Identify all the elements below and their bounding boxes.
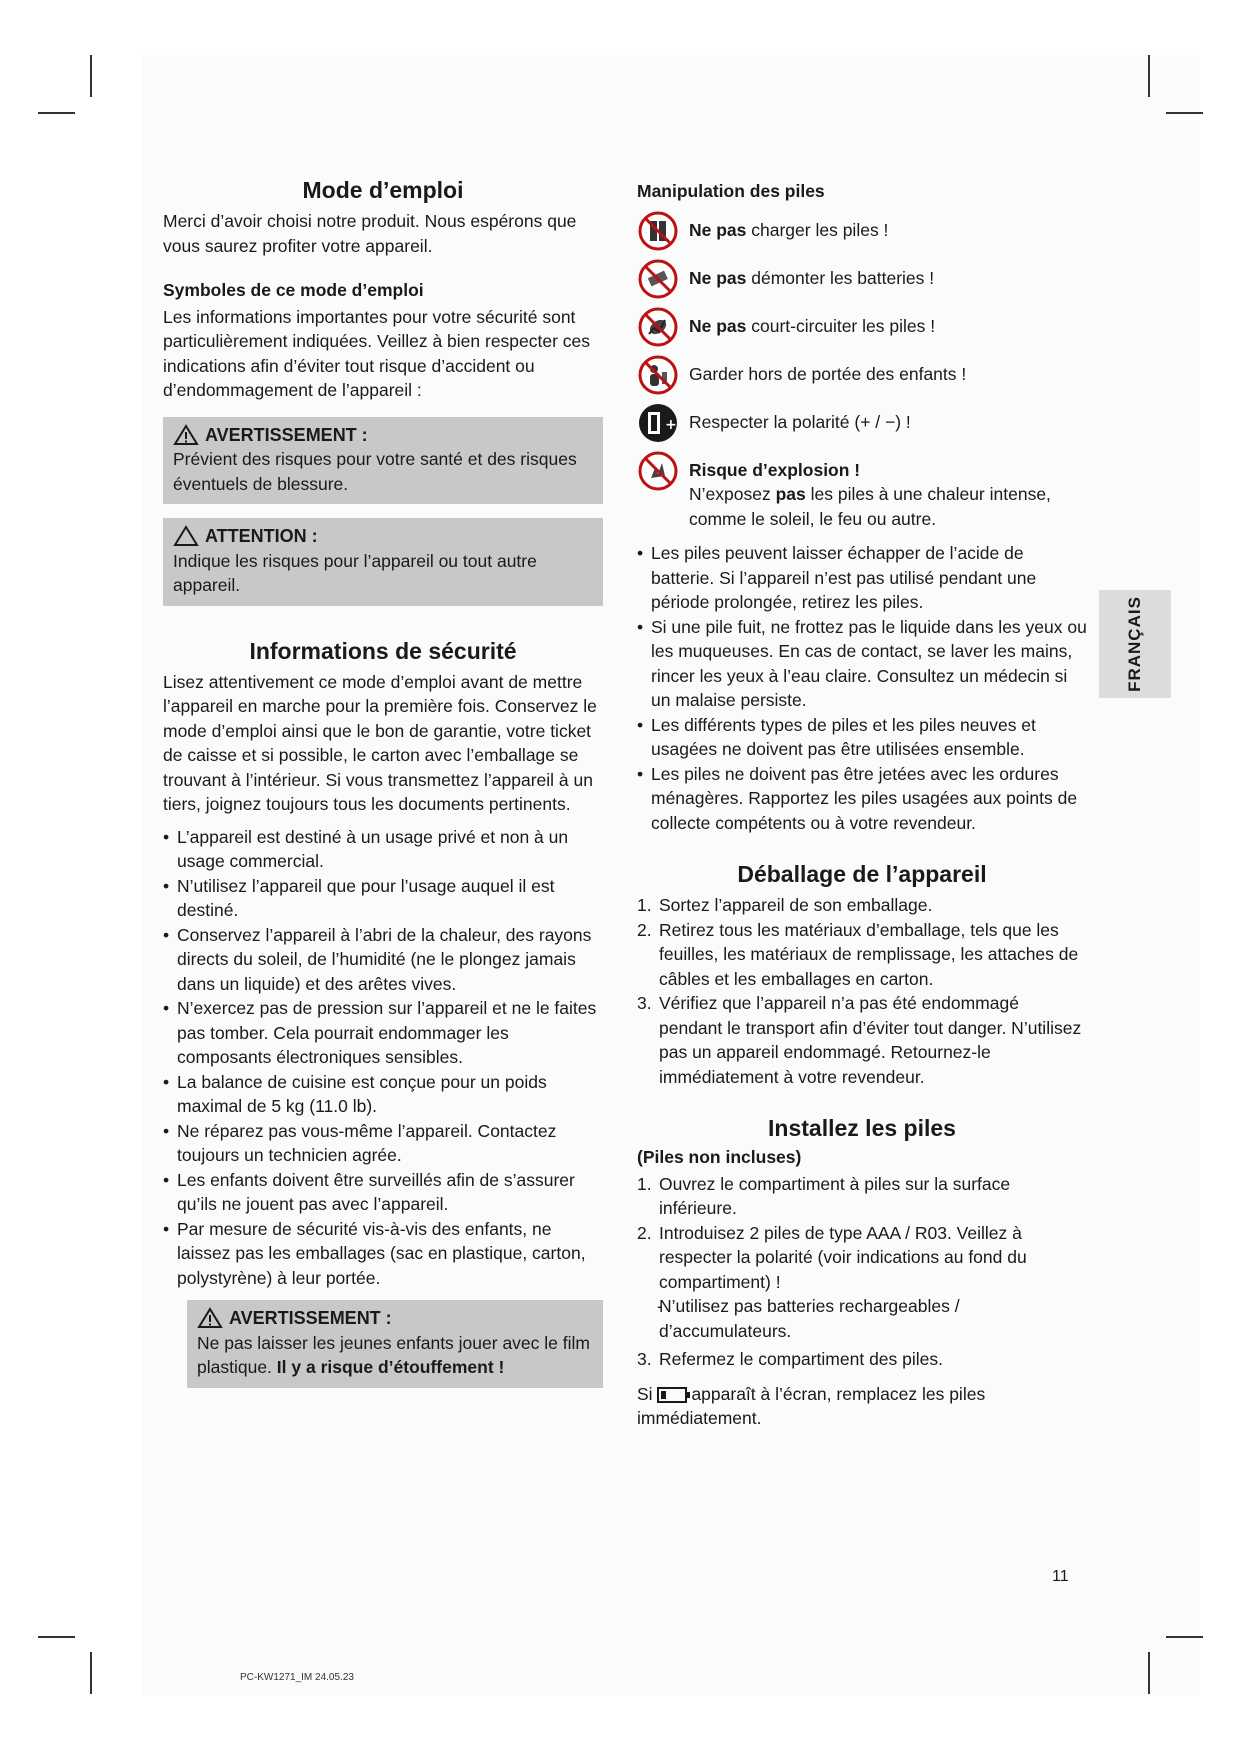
step-number: 1. (637, 1173, 652, 1194)
left-column (163, 175, 603, 1388)
warning-triangle-icon (197, 1307, 223, 1329)
step-number: 3. (637, 1349, 652, 1369)
list-item: • N’utilisez l’appareil que pour l’usage auquel il est destiné. (163, 874, 603, 923)
explosion-text-lead: N’exposez (689, 484, 771, 504)
symbol-row (637, 258, 1087, 300)
low-battery-rest: apparaît à l’écran, remplacez les piles immédiatement. (637, 1383, 986, 1428)
low-battery-lead: Si (637, 1383, 653, 1404)
step-text: Ouvrez le compartiment à piles sur la surface inférieure. (659, 1173, 1011, 1218)
explosion-title: Risque d’explosion ! (689, 459, 861, 480)
install-subtitle: (Piles non incluses) (637, 1147, 802, 1167)
step-text: Introduisez 2 piles de type AAA / R03. Veillez à respecter la polarité (voir indications au fond du compartiment) ! (659, 1222, 1027, 1292)
crop-mark (1148, 55, 1150, 97)
low-battery-icon (657, 1387, 691, 1403)
section-title-deballage: Déballage de l’appareil (737, 861, 987, 887)
crop-mark (1166, 112, 1203, 114)
step-number: 2. (637, 1222, 652, 1243)
crop-mark (90, 55, 92, 97)
battery-list (637, 541, 1087, 835)
symbol-bold: Ne pas (689, 267, 747, 288)
sub-list-item: - N’utilisez pas batteries rechargeables / d’accumulateurs. (637, 1294, 1087, 1343)
step-number: 3. (637, 993, 652, 1013)
symbol-text: court-circuiter les piles ! (751, 315, 936, 336)
list-item (637, 918, 1087, 992)
page-number: 11 (1052, 1568, 1069, 1585)
step-number: 2. (637, 919, 652, 940)
no-charge-icon (637, 210, 679, 252)
language-tab (1099, 590, 1171, 698)
step-text: Vérifiez que l’appareil n’a pas été endommagé pendant le transport afin d’éviter tout danger. N’utilisez pas un appareil endommagé. Retournez-le immédiatement à votre revendeur. (659, 993, 1082, 1087)
symbol-text: démonter les batteries ! (751, 267, 935, 288)
warning-triangle-icon (173, 424, 199, 446)
list-item: • Les enfants doivent être surveillés afin de s’assurer qu’ils ne jouent pas avec l’appareil. (163, 1168, 603, 1217)
warning-box (163, 417, 603, 505)
symbol-bold: Ne pas (689, 315, 747, 336)
warning-title: AVERTISSEMENT : (229, 1308, 392, 1328)
attention-box (163, 518, 603, 606)
low-battery-text (637, 1382, 1087, 1431)
list-item: • N’exercez pas de pression sur l’appareil et ne le faites pas tomber. Cela pourrait endommager les composants électroniques sensibles. (163, 996, 603, 1070)
warning-title: AVERTISSEMENT : (205, 424, 368, 445)
symbols-text: Les informations importantes pour votre sécurité sont particulièrement indiquées. Veillez à bien respecter ces indications afin d’éviter tout risque d’accident ou d’endommagement de l’appareil : (163, 306, 591, 400)
crop-mark (38, 112, 75, 114)
polarity-icon (637, 402, 679, 444)
symbol-row-explosion (637, 450, 1087, 532)
list-item: • Les différents types de piles et les piles neuves et usagées ne doivent pas être utilisées ensemble. (637, 713, 1087, 762)
list-item: • La balance de cuisine est conçue pour un poids maximal de 5 kg (11.0 lb). (163, 1070, 603, 1119)
list-item: • Si une pile fuit, ne frottez pas le liquide dans les yeux ou les muqueuses. En cas de contact, se laver les mains, rincer les yeux à l’eau claire. Consultez un médecin si un malaise persiste. (637, 615, 1087, 713)
step-text: Sortez l’appareil de son emballage. (659, 895, 933, 915)
unpack-list (637, 893, 1087, 1089)
no-short-circuit-icon (637, 306, 679, 348)
install-list (637, 1172, 1087, 1372)
list-item (637, 1172, 1087, 1221)
list-item (637, 893, 1087, 918)
keep-from-children-icon (637, 354, 679, 396)
batteries-heading: Manipulation des piles (637, 181, 825, 201)
attention-title: ATTENTION : (205, 526, 318, 546)
section-title-piles: Installez les piles (768, 1115, 956, 1141)
warning-text: Prévient des risques pour votre santé et des risques éventuels de blessure. (173, 449, 577, 494)
no-disassemble-icon (637, 258, 679, 300)
warning-box-children (187, 1300, 603, 1388)
safety-text: Lisez attentivement ce mode d’emploi avant de mettre l’appareil en marche pour la première fois. Conservez le mode d’emploi ainsi que le bon de garantie, votre ticket de caisse et si possible, le carton avec l’emballage se trouvant à l’intérieur. Si vous transmettez l’appareil à un tiers, joignez toujours tous les documents pertinents. (163, 671, 597, 814)
symbol-text: charger les piles ! (751, 219, 889, 240)
symbol-row (637, 402, 1087, 444)
step-text: Refermez le compartiment des piles. (659, 1349, 943, 1369)
list-item: • Les piles ne doivent pas être jetées avec les ordures ménagères. Rapportez les piles usagées aux points de collecte compétents ou à votre revendeur. (637, 762, 1087, 836)
symbol-row (637, 306, 1087, 348)
symbol-text: Garder hors de portée des enfants ! (689, 363, 967, 384)
explosion-bold: pas (775, 484, 806, 504)
warning-text: Ne pas laisser les jeunes enfants jouer avec le film plastique. (197, 1332, 590, 1377)
symbols-heading: Symboles de ce mode d’emploi (163, 280, 424, 300)
list-item (637, 1347, 1087, 1372)
symbol-bold: Ne pas (689, 219, 747, 240)
attention-triangle-icon (173, 525, 199, 547)
crop-mark (1166, 1636, 1203, 1638)
section-title-securite: Informations de sécurité (249, 637, 517, 664)
language-tab-label: FRANÇAIS (1125, 596, 1144, 692)
explosion-text: les piles à une chaleur intense, comme le soleil, le feu ou autre. (689, 484, 1051, 529)
attention-text: Indique les risques pour l’appareil ou tout autre appareil. (173, 550, 537, 595)
symbol-text: Respecter la polarité (+ / −) ! (689, 411, 911, 432)
right-column (637, 175, 1087, 1431)
section-title-mode-emploi: Mode d’emploi (302, 177, 464, 203)
footer-code: PC-KW1271_IM 24.05.23 (240, 1672, 354, 1683)
list-item: • Conservez l’appareil à l’abri de la chaleur, des rayons directs du soleil, de l’humidité (ne le plongez jamais dans un liquide) et des arêtes vives. (163, 923, 603, 997)
safety-list (163, 825, 603, 1291)
crop-mark (38, 1636, 75, 1638)
symbol-row (637, 210, 1087, 252)
list-item: • Par mesure de sécurité vis-à-vis des enfants, ne laissez pas les emballages (sac en plastique, carton, polystyrène) à leur portée. (163, 1217, 603, 1291)
crop-mark (90, 1652, 92, 1694)
crop-mark (1148, 1652, 1150, 1694)
step-number: 1. (637, 895, 652, 915)
list-item (637, 1221, 1087, 1295)
list-item (637, 991, 1087, 1089)
list-item: • L’appareil est destiné à un usage privé et non à un usage commercial. (163, 825, 603, 874)
symbol-row (637, 354, 1087, 396)
step-text: Retirez tous les matériaux d’emballage, tels que les feuilles, les matériaux de remplissage, les attaches de câbles et les emballages en carton. (659, 919, 1079, 989)
list-item: • Les piles peuvent laisser échapper de l’acide de batterie. Si l’appareil n’est pas utilisé pendant une période prolongée, retirez les piles. (637, 541, 1087, 615)
warning-bold-text: Il y a risque d’étouffement ! (276, 1357, 505, 1377)
list-item: • Ne réparez pas vous-même l’appareil. Contactez toujours un technicien agrée. (163, 1119, 603, 1168)
intro-text: Merci d’avoir choisi notre produit. Nous espérons que vous saurez profiter votre appareil. (163, 211, 577, 256)
explosion-risk-icon (637, 450, 679, 492)
svg-text:+: + (665, 416, 677, 433)
